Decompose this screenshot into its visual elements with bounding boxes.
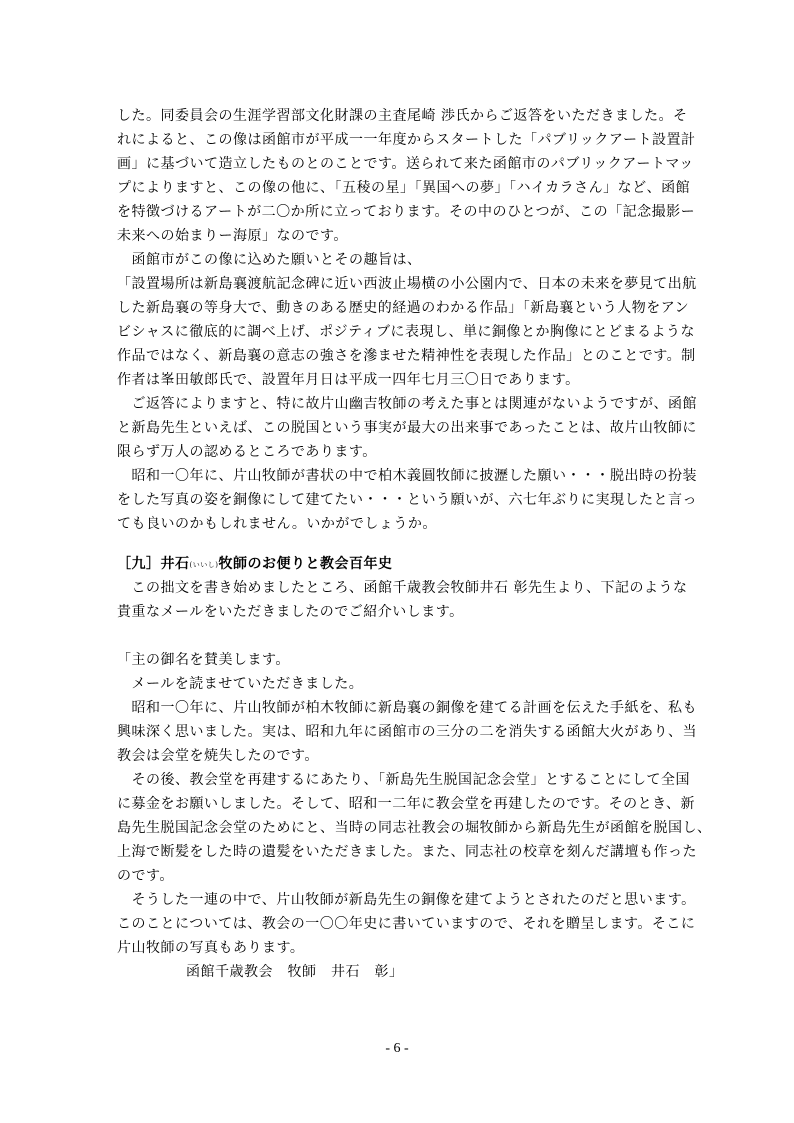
body-text-line: 未来への始まりー海原」なのです。 (117, 228, 348, 244)
letter-line: メールを読ませていただきました。 (117, 676, 364, 692)
letter-line: のです。 (117, 868, 174, 884)
section-heading-ruby: (いいし) (189, 561, 219, 569)
body-text-line: 昭和一〇年に、片山牧師が書状の中で柏木義圓牧師に披瀝した願い・・・脱出時の扮装 (117, 468, 697, 484)
body-text-line: 函館市がこの像に込めた願いとその趣旨は、 (117, 252, 422, 268)
body-text-line: この拙文を書き始めましたところ、函館千歳教会牧師井石 彰先生より、下記のような (117, 580, 688, 596)
letter-line: 教会は会堂を焼失したのです。 (117, 748, 319, 764)
body-text-line: ご返答によりますと、特に故片山幽吉牧師の考えた事とは関連がないようですが、函館 (117, 396, 697, 412)
section-heading-rest: 牧師のお便りと教会百年史 (218, 556, 393, 572)
body-text-line: をした写真の姿を銅像にして建てたい・・・という願いが、六七年ぶりに実現したと言っ (117, 492, 697, 508)
letter-line: に募金をお願いしました。そして、昭和一二年に教会堂を再建したのです。そのとき、新 (117, 796, 696, 812)
body-text-line: プによりますと、この像の他に、「五稜の星」「異国への夢」「ハイカラさん」など、函館 (117, 180, 691, 196)
letter-line: 上海で断髪をした時の遺髪をいただきました。また、同志社の校章を刻んだ講壇も作った (117, 844, 697, 860)
page-number: - 6 - (385, 1041, 409, 1056)
body-text-line: した新島襄の等身大で、動きのある歴史的経過のわかる作品」「新島襄という人物をアン (117, 300, 690, 316)
letter-line: 「主の御名を賛美します。 (117, 652, 290, 668)
body-text-line: 「設置場所は新島襄渡航記念碑に近い西波止場横の小公園内で、日本の未来を夢見て出航 (117, 276, 697, 292)
section-heading-main: ［九］井石 (117, 556, 190, 572)
letter-line: このことについては、教会の一〇〇年史に書いていますので、それを贈呈します。そこに (117, 916, 696, 932)
letter-line: そうした一連の中で、片山牧師が新島先生の銅像を建てようとされたのだと思います。 (117, 892, 696, 908)
body-text-line: を特徴づけるアートが二〇か所に立っております。その中のひとつが、この「記念撮影ー (117, 204, 696, 220)
body-text-line: 作品ではなく、新島襄の意志の強さを滲ませた精神性を表現した作品」とのことです。制 (117, 348, 696, 364)
body-text-line: ビシャスに徹底的に調べ上げ、ポジティブに表現し、単に銅像とか胸像にとどまるような (117, 324, 696, 340)
body-text-line: 限らず万人の認めるところであります。 (117, 444, 377, 460)
body-text-line: した。同委員会の生涯学習部文化財課の主査尾崎 渉氏からご返答をいただきました。そ (117, 108, 688, 124)
body-text-line: 作者は峯田敏郎氏で、設置年月日は平成一四年七月三〇日であります。 (117, 372, 580, 388)
section-heading (117, 555, 687, 574)
body-text-line: ても良いのかもしれません。いかがでしょうか。 (117, 516, 437, 532)
letter-line: 島先生脱国記念会堂のためにと、当時の同志社教会の堀牧師から新島先生が函館を脱国し、 (117, 820, 712, 836)
letter-signature: 函館千歳教会 牧師 井石 彰」 (186, 964, 404, 980)
body-text-line: れによると、この像は函館市が平成一一年度からスタートした「パブリックアート設置計 (117, 132, 696, 148)
body-text-line: と新島先生といえば、この脱国という事実が最大の出来事であったことは、故片山牧師に (117, 420, 697, 436)
body-text-line: 画」に基づいて造立したものとのことです。送られて来た函館市のパブリックアートマッ (117, 156, 694, 172)
letter-line: その後、教会堂を再建するにあたり、「新島先生脱国記念会堂」とすることにして全国 (117, 772, 690, 788)
letter-line: 昭和一〇年に、片山牧師が柏木牧師に新島襄の銅像を建てる計画を伝えた手紙を、私も (117, 700, 697, 716)
body-text-line: 貴重なメールをいただきましたのでご紹介いします。 (117, 604, 464, 620)
letter-line: 片山牧師の写真もあります。 (117, 940, 305, 956)
letter-line: 興味深く思いました。実は、昭和九年に函館市の三分の二を消失する函館大火があり、当 (117, 724, 697, 740)
